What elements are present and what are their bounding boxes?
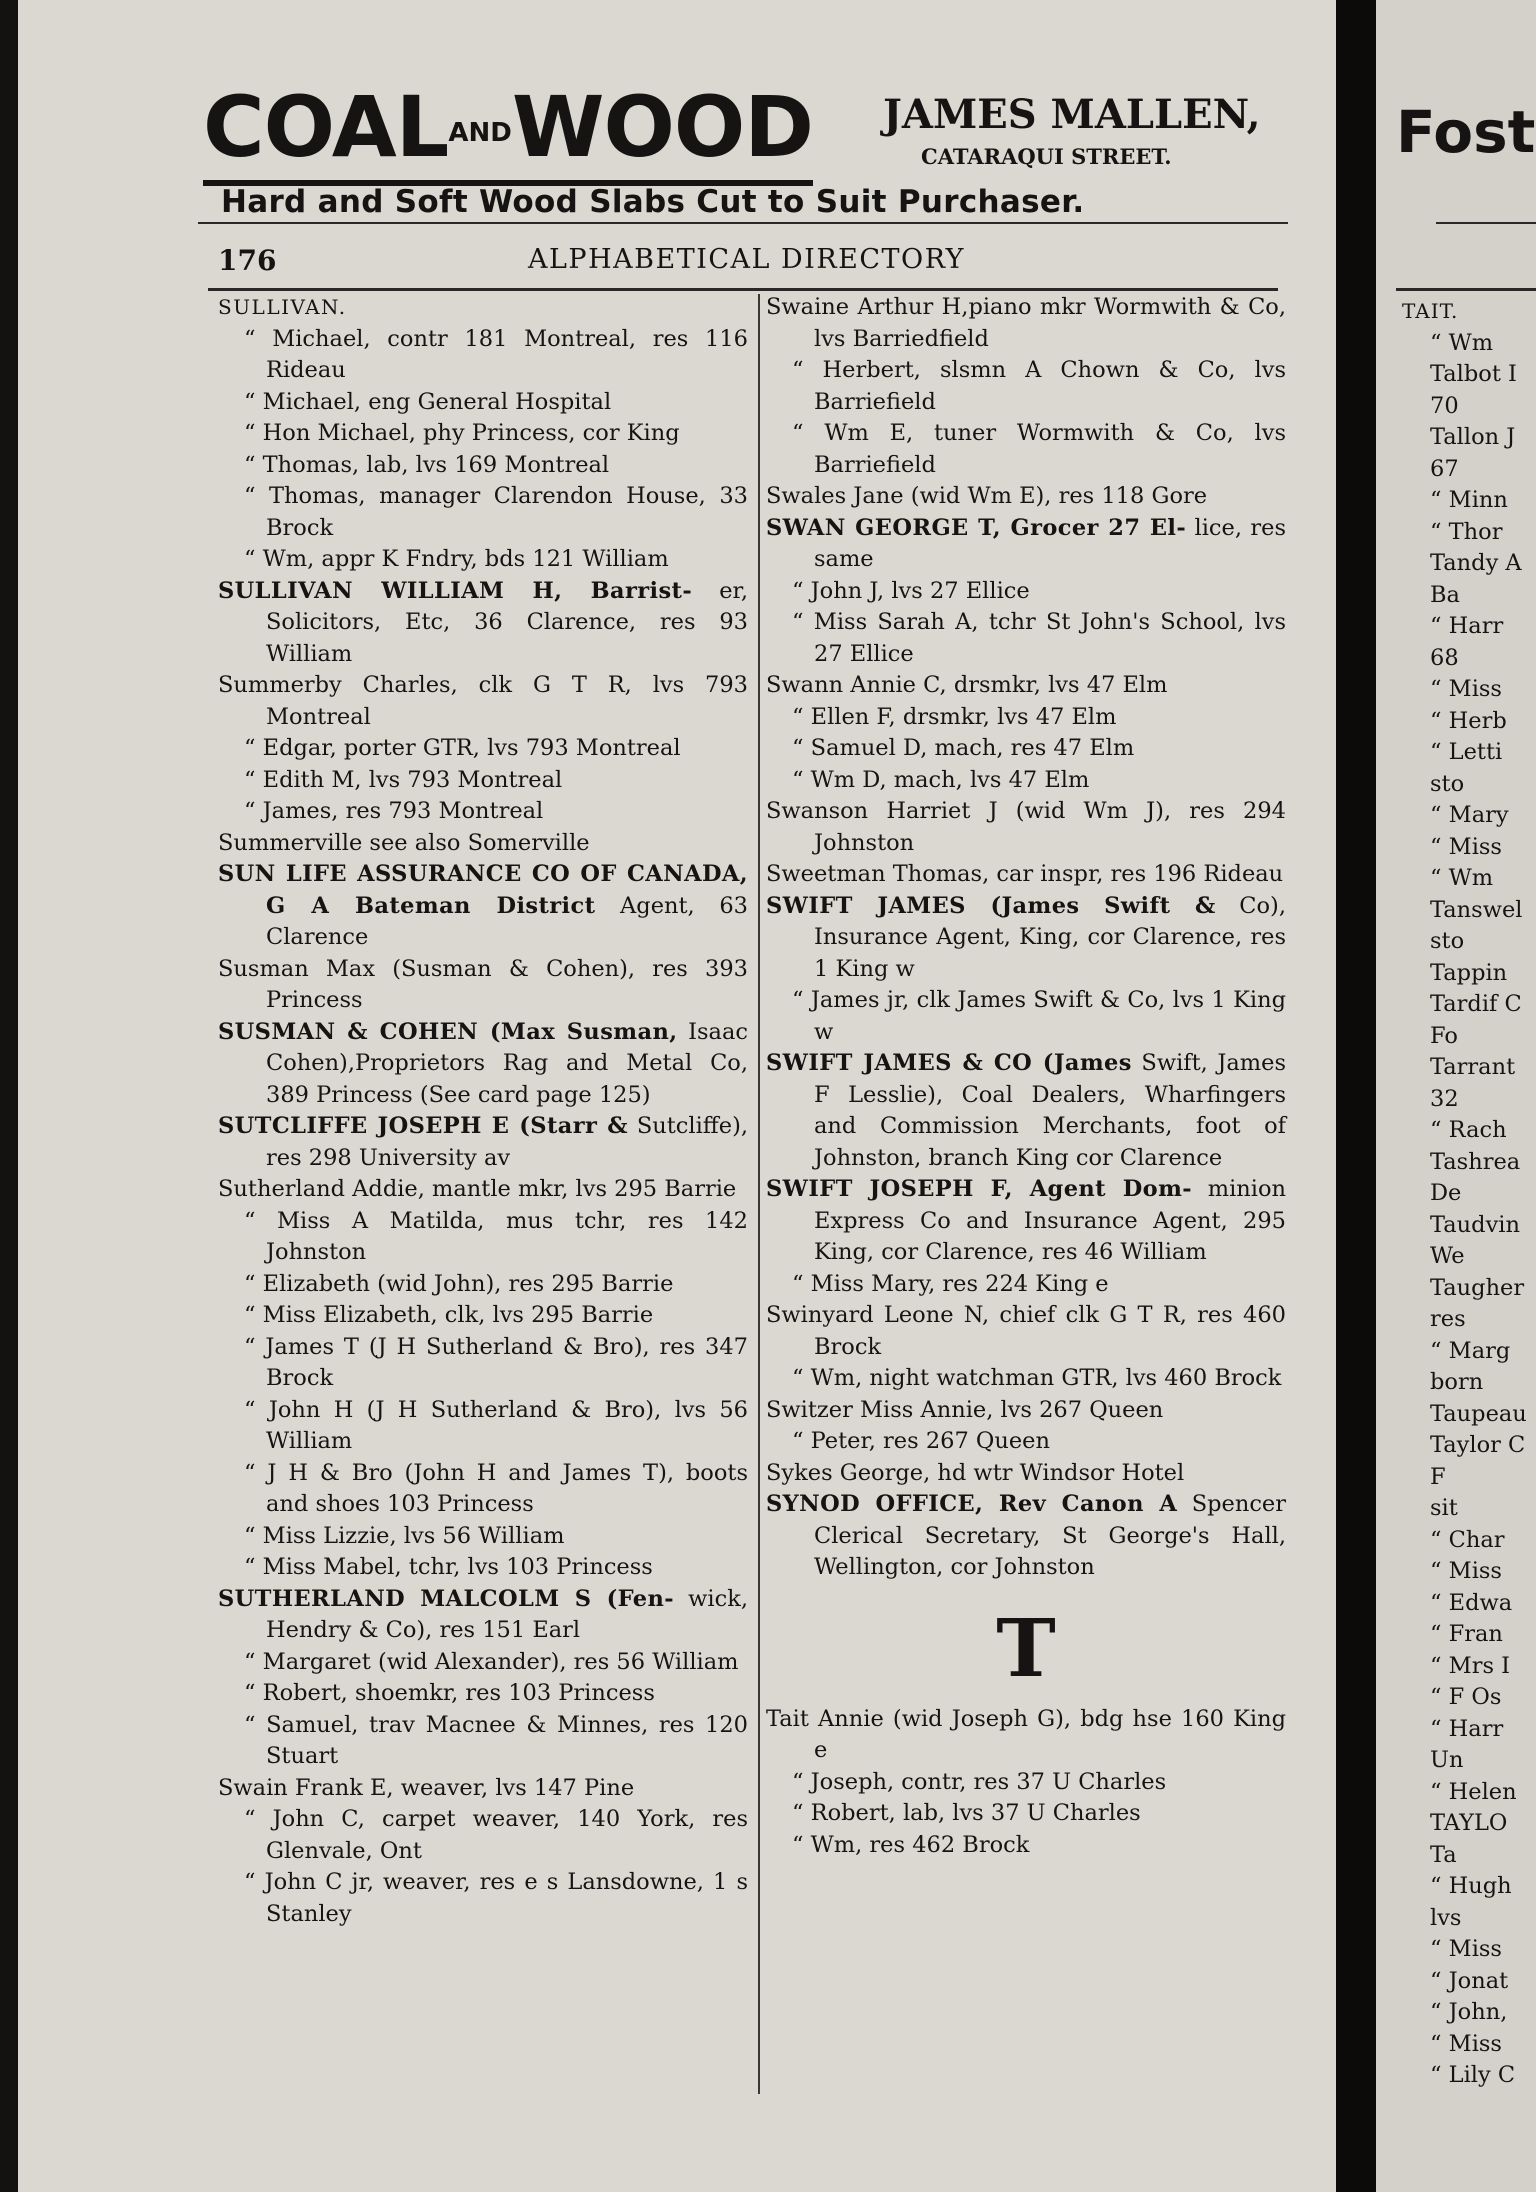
facing-page-line: “ Jonat bbox=[1430, 1967, 1509, 1994]
ad-coal-word: COAL bbox=[203, 78, 449, 176]
entry-text: “ Michael, contr 181 Montreal, res 116 Rideau bbox=[244, 325, 748, 383]
entry-text: “ James T (J H Sutherland & Bro), res 347 Brock bbox=[244, 1333, 748, 1391]
directory-entry bbox=[766, 1300, 1286, 1363]
entry-text: Sutherland Addie, mantle mkr, lvs 295 Barrie bbox=[218, 1176, 737, 1202]
directory-entry bbox=[766, 1174, 1286, 1269]
entry-bold-name: SWIFT JAMES (James Swift & bbox=[766, 892, 1216, 919]
facing-page-line: 70 bbox=[1430, 392, 1459, 419]
facing-page-line: 68 bbox=[1430, 644, 1459, 671]
facing-page-line: “ Miss bbox=[1430, 2030, 1502, 2057]
directory-entry bbox=[218, 1773, 748, 1805]
entry-text: “ John C, carpet weaver, 140 York, res Glenvale, Ont bbox=[244, 1806, 748, 1864]
directory-entry bbox=[218, 1300, 748, 1332]
facing-page-line: “ Fran bbox=[1430, 1621, 1503, 1647]
directory-entry bbox=[218, 1867, 748, 1930]
entry-text: wick, Hendry & Co), res 151 Earl bbox=[266, 1585, 748, 1643]
entry-text: “ Herbert, slsmn A Chown & Co, lvs Barriefield bbox=[792, 357, 1286, 415]
directory-entry bbox=[766, 292, 1286, 355]
directory-entry bbox=[766, 418, 1286, 481]
entry-text: “ Samuel, trav Macnee & Minnes, res 120 Stuart bbox=[244, 1711, 748, 1769]
surname-continuation-heading: SULLIVAN. bbox=[218, 295, 347, 319]
entry-text: Summerville see also Somerville bbox=[218, 829, 590, 856]
directory-entry bbox=[766, 702, 1286, 734]
directory-entry bbox=[766, 607, 1286, 670]
entry-text: “ James jr, clk James Swift & Co, lvs 1 King w bbox=[792, 987, 1286, 1045]
column-divider bbox=[758, 294, 760, 2094]
entry-text: “ James, res 793 Montreal bbox=[244, 798, 544, 824]
coal-wood-advertisement bbox=[203, 78, 1293, 222]
facing-page-line: “ Helen bbox=[1430, 1778, 1517, 1805]
entry-text: Summerby Charles, clk G T R, lvs 793 Montreal bbox=[218, 672, 748, 730]
facing-page-line: 32 bbox=[1430, 1085, 1459, 1112]
directory-entry bbox=[766, 1269, 1286, 1301]
directory-entry bbox=[218, 1678, 748, 1710]
directory-entry bbox=[766, 1767, 1286, 1799]
facing-page-line: sit bbox=[1430, 1495, 1458, 1521]
entry-text: “ Elizabeth (wid John), res 295 Barrie bbox=[244, 1270, 674, 1297]
directory-entry bbox=[766, 1395, 1286, 1427]
directory-page bbox=[18, 0, 1336, 2192]
entry-text: “ Miss Sarah A, tchr St John's School, lvs 27 Ellice bbox=[792, 609, 1286, 667]
directory-entry bbox=[218, 1647, 748, 1679]
entry-text: “ Robert, lab, lvs 37 U Charles bbox=[792, 1800, 1141, 1826]
directory-entry bbox=[218, 1111, 748, 1174]
entry-text: “ Wm, res 462 Brock bbox=[792, 1831, 1030, 1858]
directory-entry bbox=[766, 985, 1286, 1048]
entry-bold-name: SWAN GEORGE T, Grocer 27 El- bbox=[766, 514, 1187, 541]
directory-entry bbox=[766, 733, 1286, 765]
directory-entry bbox=[766, 670, 1286, 702]
directory-entry bbox=[218, 324, 748, 387]
entry-text: er, Solicitors, Etc, 36 Clarence, res 93 William bbox=[266, 577, 748, 667]
entry-bold-name: SUTCLIFFE JOSEPH E (Starr & bbox=[218, 1113, 628, 1139]
entry-bold-name: SUSMAN & COHEN (Max Susman, bbox=[218, 1018, 678, 1045]
ad-street: CATARAQUI STREET. bbox=[921, 144, 1172, 169]
entry-text: “ Michael, eng General Hospital bbox=[244, 388, 612, 415]
ad-merchant-name: JAMES MALLEN, bbox=[883, 91, 1261, 138]
directory-entry bbox=[218, 1174, 748, 1206]
directory-entry bbox=[766, 481, 1286, 513]
facing-page-line: “ Hugh bbox=[1430, 1873, 1512, 1899]
directory-entry bbox=[218, 670, 748, 733]
entry-text: “ John J, lvs 27 Ellice bbox=[792, 577, 1030, 604]
running-title: ALPHABETICAL DIRECTORY bbox=[528, 244, 966, 275]
facing-page-line: We bbox=[1430, 1243, 1465, 1269]
entry-text: “ Edith M, lvs 793 Montreal bbox=[244, 766, 563, 793]
entry-bold-name: SWIFT JOSEPH F, Agent Dom- bbox=[766, 1176, 1193, 1202]
entry-text: “ Thomas, manager Clarendon House, 33 Brock bbox=[244, 483, 748, 541]
entry-text: Sutcliffe), res 298 University av bbox=[266, 1113, 748, 1171]
facing-page-line: “ F Os bbox=[1430, 1684, 1502, 1710]
entry-text: Tait Annie (wid Joseph G), bdg hse 160 King e bbox=[766, 1705, 1286, 1763]
entry-bold-name: SWIFT JAMES & CO (James bbox=[766, 1050, 1132, 1076]
facing-page-line: Talbot I bbox=[1430, 361, 1517, 387]
facing-page-line: De bbox=[1430, 1180, 1462, 1206]
facing-page-line: Tanswel bbox=[1430, 896, 1523, 923]
entry-bold-name: SULLIVAN WILLIAM H, Barrist- bbox=[218, 577, 693, 604]
directory-entry bbox=[218, 765, 748, 797]
entry-text: Swaine Arthur H,piano mkr Wormwith & Co, lvs Barriedfield bbox=[766, 294, 1286, 352]
directory-entry bbox=[218, 576, 748, 671]
directory-entry bbox=[218, 450, 748, 482]
directory-entry bbox=[766, 1458, 1286, 1490]
facing-page-line: Ta bbox=[1430, 1841, 1457, 1868]
directory-entry bbox=[218, 1017, 748, 1112]
facing-page-rule bbox=[1436, 222, 1536, 224]
directory-entry bbox=[766, 1048, 1286, 1174]
directory-entry bbox=[218, 1206, 748, 1269]
facing-page-line: “ Wm bbox=[1430, 329, 1494, 356]
entry-text: “ Hon Michael, phy Princess, cor King bbox=[244, 420, 680, 446]
entry-bold-name: SUN LIFE ASSURANCE CO OF CANADA, G A Bateman District bbox=[218, 861, 748, 919]
entry-text: “ Miss Lizzie, lvs 56 William bbox=[244, 1522, 565, 1549]
facing-page-line: “ Wm bbox=[1430, 865, 1494, 891]
entry-text: Swann Annie C, drsmkr, lvs 47 Elm bbox=[766, 672, 1168, 698]
ad-headline bbox=[203, 78, 814, 186]
facing-page-line: Tallon J bbox=[1430, 424, 1516, 450]
entry-text: “ Miss A Matilda, mus tchr, res 142 Johnston bbox=[244, 1207, 748, 1265]
ad-tagline: Hard and Soft Wood Slabs Cut to Suit Purchaser. bbox=[221, 184, 1085, 220]
entry-text: “ Miss Mary, res 224 King e bbox=[792, 1270, 1109, 1297]
facing-page-line: 67 bbox=[1430, 455, 1459, 482]
facing-page-line: “ Thor bbox=[1430, 518, 1503, 545]
page-number: 176 bbox=[218, 244, 277, 277]
entry-text: lice, res same bbox=[814, 514, 1286, 572]
entry-text: “ Wm E, tuner Wormwith & Co, lvs Barriefield bbox=[792, 420, 1286, 478]
facing-page-line: F bbox=[1430, 1463, 1446, 1490]
facing-page-line: “ Miss bbox=[1430, 1558, 1502, 1584]
facing-page-line: “ Rach bbox=[1430, 1117, 1507, 1143]
book-gutter bbox=[1336, 0, 1376, 2192]
directory-entry bbox=[218, 796, 748, 828]
left-column bbox=[218, 292, 748, 1930]
entry-text: “ Ellen F, drsmkr, lvs 47 Elm bbox=[792, 703, 1117, 730]
directory-entry bbox=[218, 1332, 748, 1395]
entry-text: Swift, James F Lesslie), Coal Dealers, Wharfingers and Commission Merchants, foot of Johnston, branch King cor Clarence bbox=[814, 1050, 1286, 1171]
facing-page-line: TAIT. bbox=[1402, 299, 1459, 323]
entry-text: Spencer Clerical Secretary, St George's Hall, Wellington, cor Johnston bbox=[814, 1491, 1286, 1580]
facing-page-line: “ Miss bbox=[1430, 833, 1502, 860]
entry-text: Swain Frank E, weaver, lvs 147 Pine bbox=[218, 1774, 635, 1801]
facing-page-line: “ Mrs I bbox=[1430, 1652, 1511, 1679]
entry-text: “ J H & Bro (John H and James T), boots and shoes 103 Princess bbox=[244, 1459, 748, 1517]
facing-page-lines bbox=[1402, 296, 1536, 2092]
entry-bold-name: SUTHERLAND MALCOLM S (Fen- bbox=[218, 1585, 675, 1612]
directory-entry bbox=[218, 828, 748, 860]
entry-text: “ John C jr, weaver, res e s Lansdowne, 1 s Stanley bbox=[244, 1869, 748, 1927]
entry-text: Co), Insurance Agent, King, cor Clarence, res 1 King w bbox=[814, 892, 1286, 982]
entry-text: “ Wm, night watchman GTR, lvs 460 Brock bbox=[792, 1365, 1282, 1391]
facing-page-line: “ Harr bbox=[1430, 613, 1504, 639]
directory-entry bbox=[766, 796, 1286, 859]
facing-page-line: Taupeau bbox=[1430, 1400, 1527, 1427]
directory-entry bbox=[218, 481, 748, 544]
directory-entry bbox=[766, 859, 1286, 891]
entry-text: Sweetman Thomas, car inspr, res 196 Rideau bbox=[766, 861, 1284, 887]
facing-page-line: “ Mary bbox=[1430, 802, 1509, 828]
directory-entry bbox=[218, 1458, 748, 1521]
entry-text: “ Wm, appr K Fndry, bds 121 William bbox=[244, 546, 669, 572]
directory-entry bbox=[766, 1798, 1286, 1830]
entry-text: “ Thomas, lab, lvs 169 Montreal bbox=[244, 451, 610, 478]
facing-page-line: Tashrea bbox=[1430, 1148, 1521, 1175]
facing-page-line: “ Char bbox=[1430, 1526, 1505, 1553]
facing-page-line: “ Harr bbox=[1430, 1715, 1504, 1742]
entry-text: minion Express Co and Insurance Agent, 295 King, cor Clarence, res 46 William bbox=[814, 1176, 1287, 1265]
entry-bold-name: SYNOD OFFICE, Rev Canon A bbox=[766, 1491, 1178, 1517]
entry-text: Isaac Cohen),Proprietors Rag and Metal Co, 389 Princess (See card page 125) bbox=[266, 1018, 748, 1108]
facing-page-line: Ba bbox=[1430, 581, 1460, 608]
ad-rule bbox=[198, 222, 1288, 224]
facing-page-title: Fost bbox=[1396, 98, 1536, 166]
facing-page-line: Tarrant bbox=[1430, 1054, 1516, 1080]
facing-page-line: Taudvin bbox=[1430, 1211, 1520, 1238]
facing-page-line: “ Edwa bbox=[1430, 1589, 1513, 1616]
directory-entry bbox=[766, 355, 1286, 418]
directory-entry bbox=[766, 891, 1286, 986]
facing-page-line: sto bbox=[1430, 928, 1465, 954]
facing-page-line: born bbox=[1430, 1369, 1484, 1395]
entry-text: “ Peter, res 267 Queen bbox=[792, 1428, 1050, 1454]
facing-page-line: Tappin bbox=[1430, 959, 1508, 986]
facing-page-line: Fo bbox=[1430, 1022, 1458, 1049]
directory-entry bbox=[218, 418, 748, 450]
directory-entry bbox=[218, 544, 748, 576]
entry-text: Swinyard Leone N, chief clk G T R, res 460 Brock bbox=[766, 1302, 1286, 1360]
entry-text: “ Miss Mabel, tchr, lvs 103 Princess bbox=[244, 1554, 653, 1580]
directory-entry bbox=[766, 576, 1286, 608]
right-column bbox=[766, 292, 1286, 1861]
facing-page-line: res bbox=[1430, 1306, 1466, 1332]
facing-page-line: “ Marg bbox=[1430, 1337, 1511, 1364]
facing-page-line: “ Minn bbox=[1430, 487, 1508, 513]
header-rule bbox=[208, 288, 1278, 291]
entry-text: “ John H (J H Sutherland & Bro), lvs 56 William bbox=[244, 1396, 748, 1454]
directory-entry bbox=[766, 1489, 1286, 1584]
facing-page-line: “ Miss bbox=[1430, 1936, 1502, 1962]
directory-entry bbox=[218, 1521, 748, 1553]
directory-entry bbox=[766, 765, 1286, 797]
facing-page-line: “ Herb bbox=[1430, 707, 1507, 734]
entry-text: Susman Max (Susman & Cohen), res 393 Princess bbox=[218, 955, 748, 1013]
directory-entry bbox=[766, 513, 1286, 576]
facing-page-header-rule bbox=[1396, 288, 1536, 291]
directory-entry bbox=[218, 1804, 748, 1867]
directory-entry bbox=[766, 1363, 1286, 1395]
section-letter: T bbox=[996, 1600, 1056, 1695]
entry-text: “ Wm D, mach, lvs 47 Elm bbox=[792, 766, 1090, 793]
directory-entry bbox=[218, 733, 748, 765]
directory-entry bbox=[218, 1395, 748, 1458]
facing-page-line: sto bbox=[1430, 770, 1465, 797]
entry-text: Agent, 63 Clarence bbox=[266, 892, 748, 950]
facing-page-line: Taylor C bbox=[1430, 1432, 1526, 1458]
directory-entry bbox=[766, 1830, 1286, 1862]
directory-entry bbox=[218, 954, 748, 1017]
facing-page-line: Tandy A bbox=[1430, 550, 1522, 576]
directory-entry bbox=[218, 1552, 748, 1584]
facing-page-line: “ Miss bbox=[1430, 676, 1502, 702]
directory-entry bbox=[218, 1584, 748, 1647]
facing-page-line: Tardif C bbox=[1430, 991, 1522, 1017]
entry-text: “ Joseph, contr, res 37 U Charles bbox=[792, 1768, 1167, 1795]
entry-text: Sykes George, hd wtr Windsor Hotel bbox=[766, 1459, 1185, 1486]
facing-page-line: “ Letti bbox=[1430, 739, 1503, 765]
entry-text: “ Edgar, porter GTR, lvs 793 Montreal bbox=[244, 735, 681, 761]
entry-text: “ Robert, shoemkr, res 103 Princess bbox=[244, 1680, 655, 1706]
directory-entry bbox=[766, 1704, 1286, 1767]
facing-page-fragment bbox=[1376, 0, 1536, 2192]
ad-and-word: AND bbox=[448, 118, 512, 149]
facing-page-line: Un bbox=[1430, 1747, 1464, 1773]
facing-page-line: lvs bbox=[1430, 1904, 1462, 1931]
entry-text: “ Samuel D, mach, res 47 Elm bbox=[792, 735, 1135, 761]
facing-page-line: TAYLO bbox=[1430, 1810, 1508, 1836]
entry-text: Swales Jane (wid Wm E), res 118 Gore bbox=[766, 483, 1208, 509]
directory-entry bbox=[218, 1710, 748, 1773]
directory-entry bbox=[218, 387, 748, 419]
directory-entry bbox=[218, 859, 748, 954]
entry-text: Swanson Harriet J (wid Wm J), res 294 Johnston bbox=[766, 798, 1286, 856]
facing-page-line: “ Lily C bbox=[1430, 2062, 1516, 2088]
directory-entry bbox=[766, 1426, 1286, 1458]
facing-page-line: Taugher bbox=[1430, 1274, 1525, 1301]
entry-text: “ Miss Elizabeth, clk, lvs 295 Barrie bbox=[244, 1302, 654, 1328]
entry-text: Switzer Miss Annie, lvs 267 Queen bbox=[766, 1396, 1164, 1423]
entry-text: “ Margaret (wid Alexander), res 56 William bbox=[244, 1648, 739, 1675]
facing-page-line: “ John, bbox=[1430, 1999, 1508, 2025]
directory-entry bbox=[218, 1269, 748, 1301]
ad-wood-word: WOOD bbox=[511, 78, 814, 176]
